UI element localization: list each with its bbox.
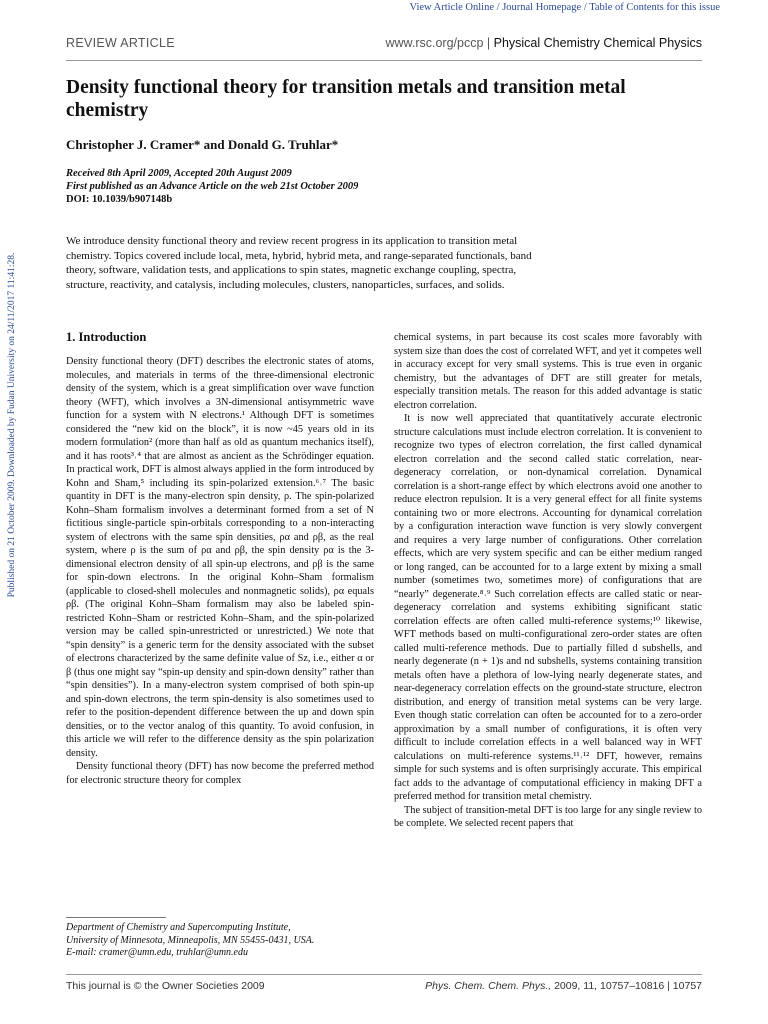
article-authors: Christopher J. Cramer* and Donald G. Truhlar* [66,137,339,152]
body-paragraph: Density functional theory (DFT) describes the electronic states of atoms, molecules, and materials in terms of the three-dimensional electronic density of the system, which is a great simplification over wave function theory (WFT), which involves a 3N-dimensional antisymmetric wave function for a system with N electrons.¹ Although DFT is sometimes considered the “new kid on the block”, it is now ~45 years old in its modern formulation² (more than half as old as quantum mechanics itself), and it has roots³˒⁴ that are almost as ancient as the Schrödinger equation. In practical work, DFT is almost always applied in the form introduced by Kohn and Sham,⁵ including its spin-polarized extension.⁶˒⁷ The basic quantity in DFT is the many-electron spin density, ρ. The spin-polarized Kohn–Sham formalism involves a determinant formed from a set of N fictitious single-particle spin-orbitals corresponding to a non-interacting system of electrons with the same spin densities, ρα and ρβ, as the real system, where ρ is the sum of ρα and ρβ, the spin density ρα is the 3-dimensional electron density of all spin-up electrons, and ρβ is the same for spin-down electrons. In the original Kohn–Sham formalism (applicable to closed-shell molecules and nonmagnetic solids), ρα equals ρβ. (The original Kohn–Sham formalism may also be labeled spin-restricted Kohn–Sham or restricted Kohn–Sham, and the spin-polarized version may be called spin-unrestricted or unrestricted.) We note that “spin density” is a generic term for the density associated with the subset of electrons characterized by the same definite value of Sz, i.e., either α or β (thus one might say “spin-up density and spin-down density” rather than “spin densities”). In a many-electron system comprised of both spin-up and spin-down electrons, the term spin-density is also sometimes used to refer to the position-dependent difference between the up and down spin densities, or to the vector analog of this quantity. To avoid confusion, in this article we will refer to the difference density as the spin polarization density. [66,356,374,759]
copyright-footer: This journal is © the Owner Societies 2009 [66,980,265,992]
header-divider: | [483,36,494,50]
header-rule [66,60,702,61]
article-title: Density functional theory for transition metals and transition metal chemistry [66,77,626,121]
side-notice-text: Published on 21 October 2009. Downloaded by Fudan University on 24/11/2017 11:41:28. [7,252,17,598]
view-article-online-link[interactable]: View Article Online [409,2,495,13]
top-links [0,2,720,13]
side-download-notice [2,210,16,650]
link-separator: / [494,2,503,13]
affiliation-dept: Department of Chemistry and Supercomputing Institute, [66,922,291,933]
affiliation-email: E-mail: cramer@umn.edu, truhlar@umn.edu [66,947,248,958]
article-type: REVIEW ARTICLE [66,36,175,50]
footnote-rule [66,917,166,918]
abstract: We introduce density functional theory and review recent progress in its application to transition metal chemistry. Topics covered include local, meta, hybrid, hybrid meta, and range-separated functionals, band theory, software, validation tests, and applications to spin states, magnetic exchange coupling, spectra, structure, reactivity, and catalysis, including molecules, clusters, nanoparticles, surfaces, and solids. [66,235,532,291]
affiliation-footnote [66,922,374,960]
footer-rule [66,974,702,975]
running-header [66,36,702,56]
journal-url: www.rsc.org/pccp [385,36,484,50]
affiliation-univ: University of Minnesota, Minneapolis, MN 55455-0431, USA. [66,934,315,946]
body-paragraph: Density functional theory (DFT) has now become the preferred method for electronic structure theory for complex [66,761,374,786]
section-heading: 1. Introduction [66,330,147,344]
right-column [394,331,702,831]
body-paragraph: The subject of transition-metal DFT is too large for any single review to be complete. We selected recent papers that [394,804,702,829]
article-doi: DOI: 10.1039/b907148b [66,194,173,205]
received-date: Received 8th April 2009, Accepted 20th August 2009 [66,168,292,179]
citation-footer [425,980,702,992]
link-separator: / [581,2,590,13]
left-column [66,355,374,787]
body-paragraph: It is now well appreciated that quantitatively accurate electronic structure calculations must include electron correlation. It is convenient to recognize two types of electron correlation, the first called dynamical electron correlation and the second called static correlation, near-degeneracy correlation, or non-dynamical correlation. Dynamical correlation is a short-range effect by which electrons avoid one another to reduce electron repulsion. It is a very general effect for all finite systems containing two or more electrons. Accounting for dynamical correlation by a configuration interaction wave function is very slowly convergent and requires a very large number of configurations. Other correlation effects, which are very system specific and can be either medium ranged or long ranged, can be accounted for to a large extent by mixing a small number (sometimes two, sometimes more) of configurations that are “nearly” degenerate.⁸˒⁹ Such correlation effects are called static or near-degeneracy correlation and systems exhibiting significant static correlation effects are often called multi-reference systems;¹⁰ likewise, WFT methods based on multi-configurational zero-order states are often called multi-reference methods. Due to partially filled d subshells, and nearly degenerate (n + 1)s and nd subshells, systems containing transition metals often have a plethora of low-lying nearly degenerate states, and near-degeneracy correlation effects on the ground-state structure, electron distribution, and energy of transition metal systems can be very large. Even though static correlation can often be accounted for to a zero-order approximation by a small number of configurations, it is often very difficult to include correlation effects in a well balanced way in WFT calculations on multi-reference systems.¹¹˒¹² DFT, however, remains simple for such systems and is often surprisingly accurate. This empirical fact adds to the advantage of computational efficiency in making DFT a preferred method for transition metal chemistry. [394,413,702,802]
journal-header [385,36,702,50]
journal-homepage-link[interactable]: Journal Homepage [502,2,582,13]
published-date: First published as an Advance Article on the web 21st October 2009 [66,181,359,192]
table-of-contents-link[interactable]: Table of Contents for this issue [589,2,720,13]
journal-name: Physical Chemistry Chemical Physics [493,36,702,50]
journal-abbrev: Phys. Chem. Chem. Phys., [425,980,552,992]
body-paragraph: chemical systems, in part because its cost scales more favorably with system size than does the cost of correlated WFT, and yet it competes well in accuracy except for very small systems. This is true even in organic chemistry, but the advantages of DFT are still greater for metals, especially transition metals. The reason for this added advantage is static electron correlation. [394,332,702,411]
article-dates [66,167,358,206]
citation-text: 2009, 11, 10757–10816 | 10757 [551,980,702,992]
